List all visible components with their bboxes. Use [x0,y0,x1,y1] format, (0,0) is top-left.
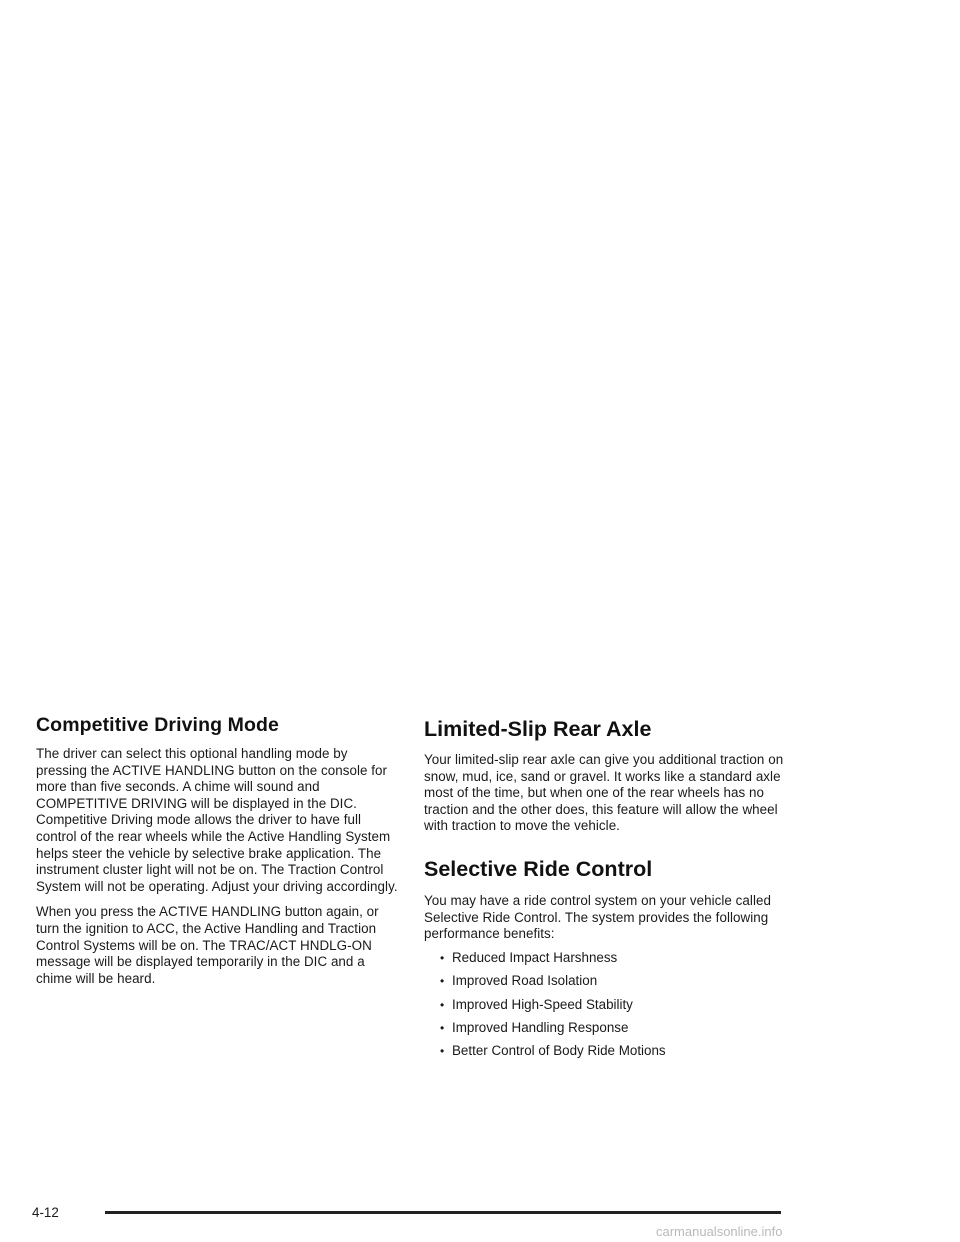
page-number: 4-12 [32,1205,59,1220]
list-item [424,973,788,990]
list-item-text: Improved High-Speed Stability [452,996,633,1012]
list-item [424,950,788,967]
paragraph-competitive-mode-description: The driver can select this optional handling mode by pressing the ACTIVE HANDLING button on the console for more than five seconds. A chime will sound and COMPETITIVE DRIVING will be displayed in the DIC. Competitive Driving mode allows the driver to have full control of the rear wheels while the Active Handling System helps steer the vehicle by selective brake application. The instrument cluster light will not be on. The Traction Control System will not be operating. Adjust your driving accordingly. [36,746,398,894]
list-item [424,997,788,1014]
bullet-icon: • [440,950,445,965]
heading-competitive-driving-mode: Competitive Driving Mode [36,714,279,736]
list-item-text: Reduced Impact Harshness [452,949,618,965]
bullet-icon: • [440,997,445,1012]
list-item-text: Better Control of Body Ride Motions [452,1043,666,1059]
bullet-icon: • [440,974,445,989]
bullet-icon: • [440,1020,445,1035]
list-item [424,1020,788,1037]
paragraph-limited-slip-description: Your limited-slip rear axle can give you additional traction on snow, mud, ice, sand or gravel. It works like a standard axle most of the time, but when one of the rear wheels has no traction and the other does, this feature will allow the wheel with traction to move the vehicle. [424,752,784,834]
list-item [424,1043,788,1060]
list-item-text: Improved Road Isolation [452,973,598,989]
paragraph-selective-ride-description: You may have a ride control system on your vehicle called Selective Ride Control. The system provides the following performance benefits: [424,892,771,942]
paragraph-competitive-mode-exit: When you press the ACTIVE HANDLING button again, or turn the ignition to ACC, the Active Handling and Traction Control Systems will be on. The TRAC/ACT HNDLG-ON message will be displayed temporarily in the DIC and a chime will be heard. [36,904,379,986]
list-item-text: Improved Handling Response [452,1019,629,1035]
watermark: carmanualsonline.info [656,1224,783,1239]
heading-selective-ride-control: Selective Ride Control [424,856,653,881]
footer-rule [105,1211,781,1214]
benefits-list [424,950,788,1060]
bullet-icon: • [440,1044,445,1059]
right-column [424,717,788,1067]
left-column [36,714,402,987]
heading-limited-slip-rear-axle: Limited-Slip Rear Axle [424,717,652,741]
